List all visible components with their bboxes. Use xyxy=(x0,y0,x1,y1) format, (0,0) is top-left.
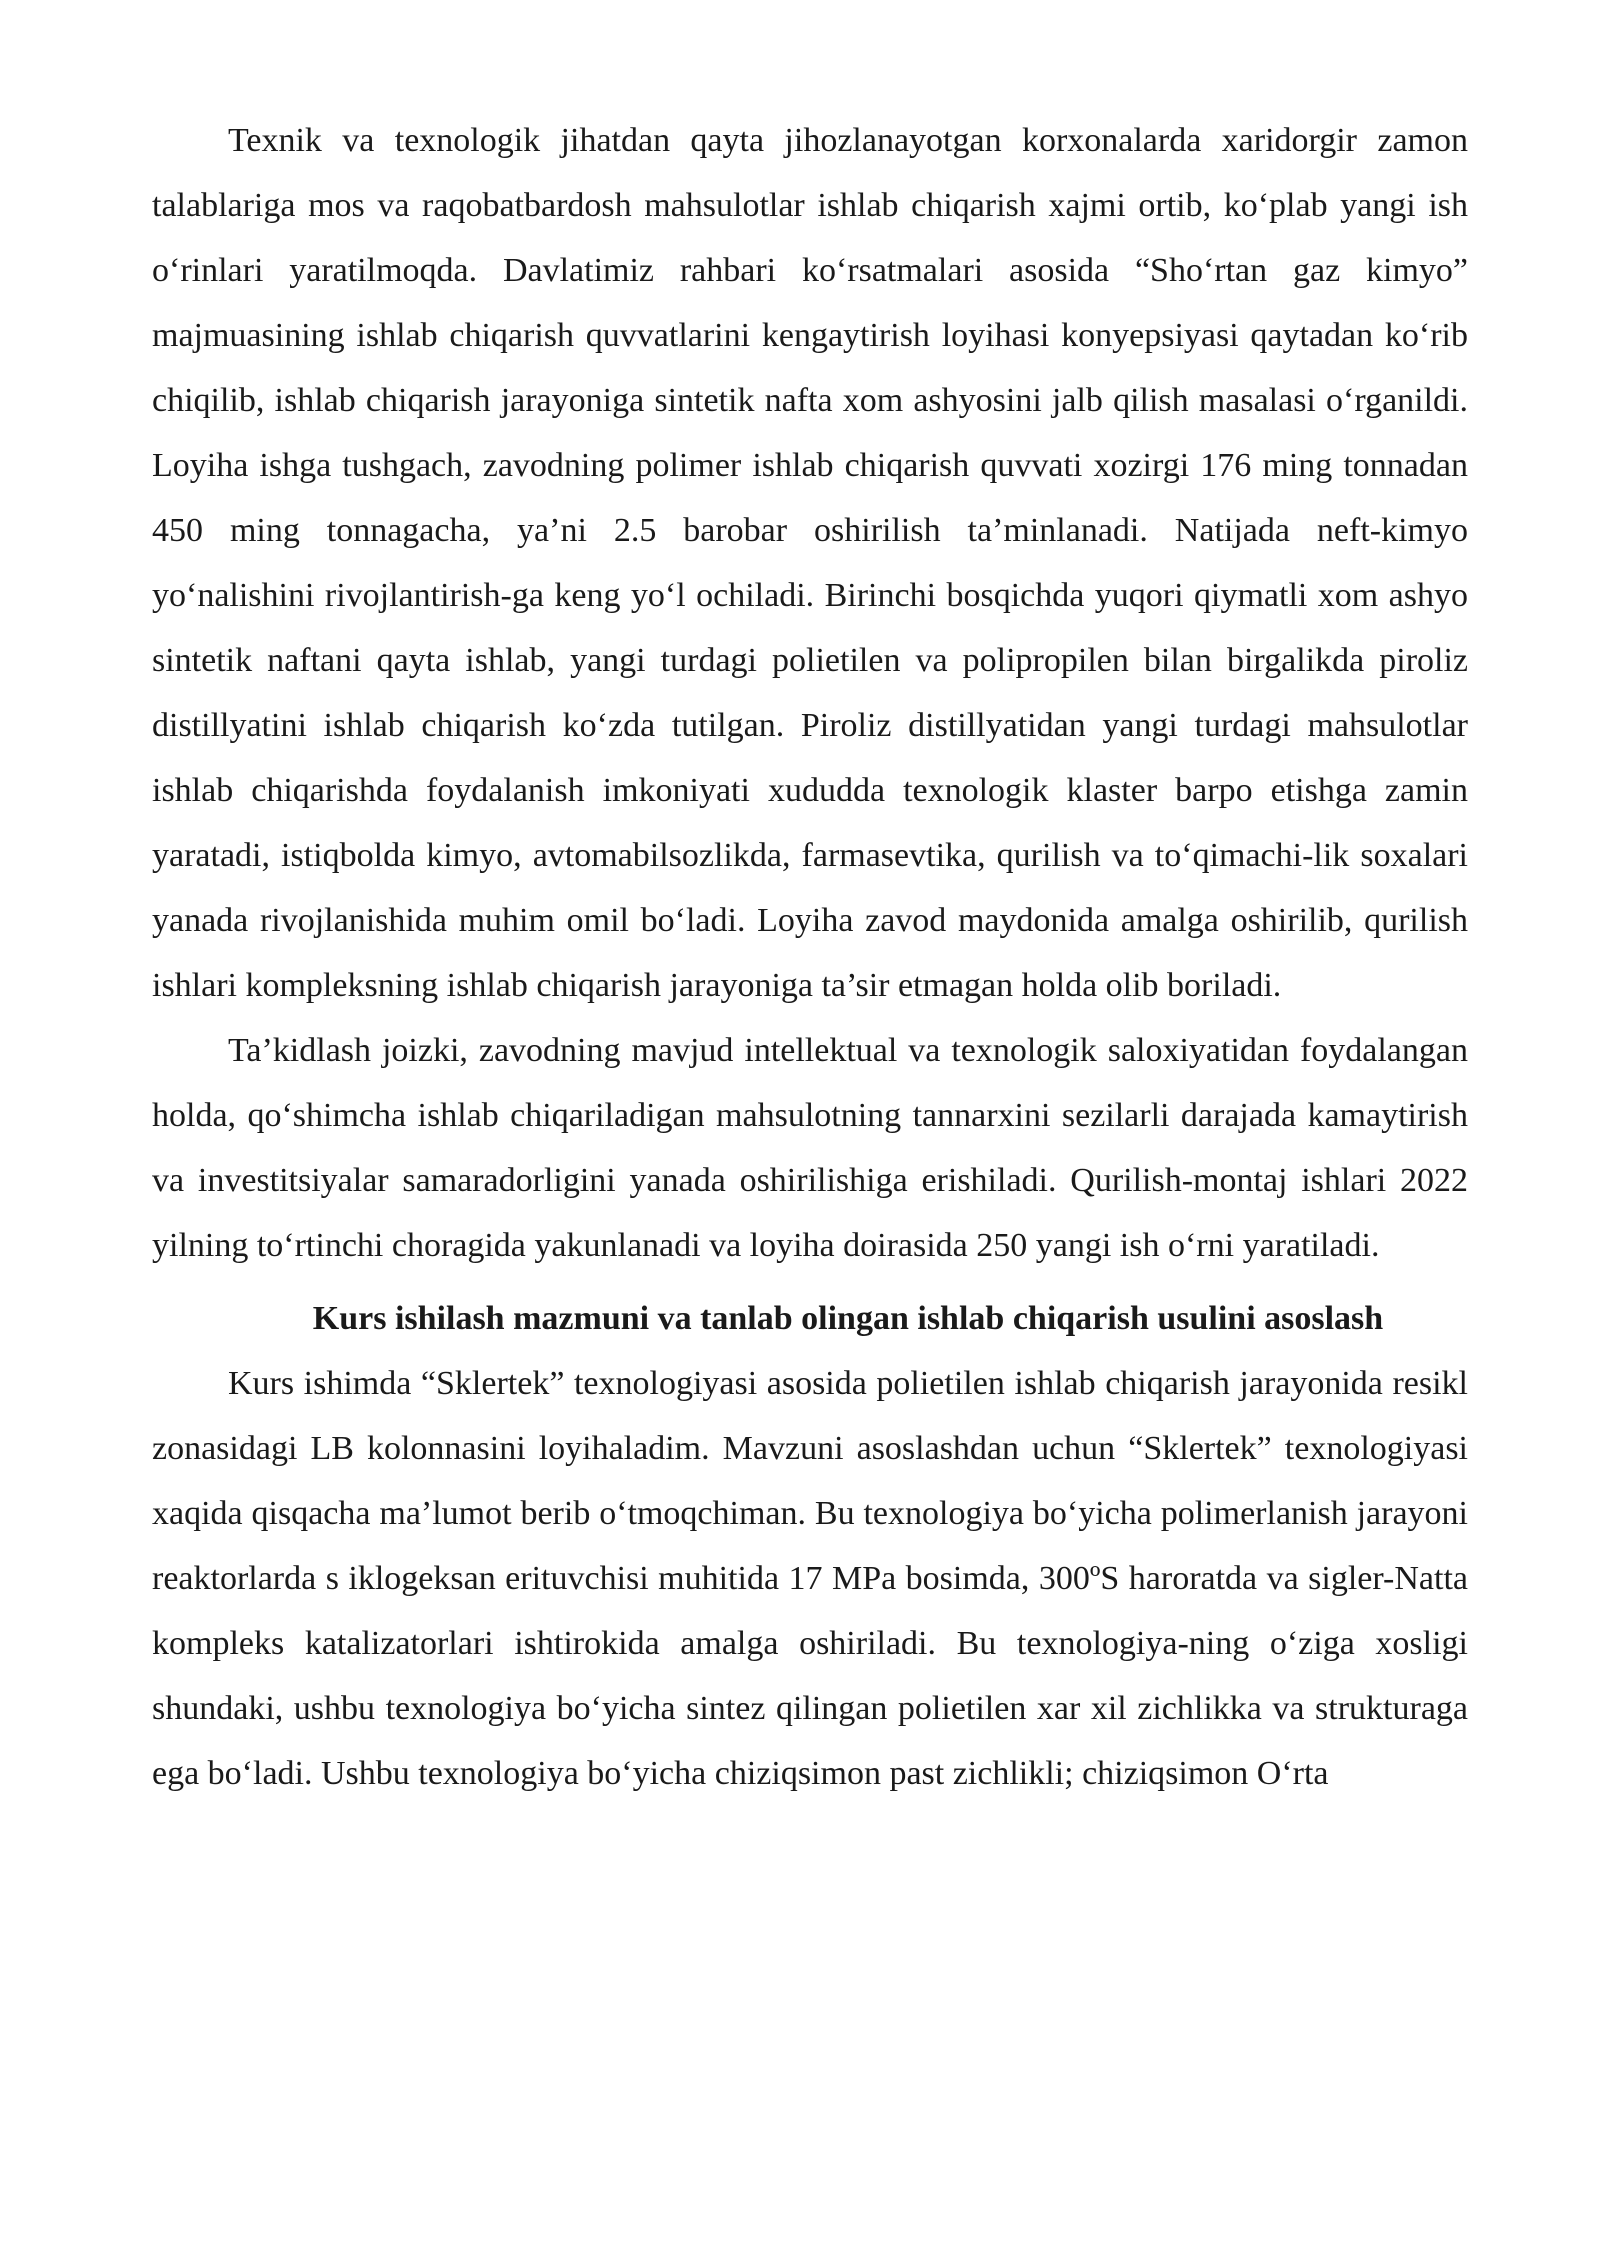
body-paragraph: Texnik va texnologik jihatdan qayta jihozlanayotgan korxonalarda xaridorgir zamon talablariga mos va raqobatbardosh mahsulotlar ishlab chiqarish xajmi ortib, koʻplab yangi ish oʻrinlari yaratilmoqda. Davlatimiz rahbari koʻrsatmalari asosida “Shoʻrtan gaz kimyo” majmuasining ishlab chiqarish quvvatlarini kengaytirish loyihasi konyepsiyasi qaytadan koʻrib chiqilib, ishlab chiqarish jarayoniga sintetik nafta xom ashyosini jalb qilish masalasi oʻrganildi. Loyiha ishga tushgach, zavodning polimer ishlab chiqarish quvvati xozirgi 176 ming tonnadan 450 ming tonnagacha, ya’ni 2.5 barobar oshirilish ta’minlanadi. Natijada neft-kimyo yoʻnalishini rivojlantirish-ga keng yoʻl ochiladi. Birinchi bosqichda yuqori qiymatli xom ashyo sintetik naftani qayta ishlab, yangi turdagi polietilen va polipropilen bilan birgalikda piroliz distillyatini ishlab chiqarish koʻzda tutilgan. Piroliz distillyatidan yangi turdagi mahsulotlar ishlab chiqarishda foydalanish imkoniyati xududda texnologik klaster barpo etishga zamin yaratadi, istiqbolda kimyo, avtomabilsozlikda, farmasevtika, qurilish va toʻqimachi-lik soxalari yanada rivojlanishida muhim omil boʻladi. Loyiha zavod maydonida amalga oshirilib, qurilish ishlari kompleksning ishlab chiqarish jarayoniga ta’sir etmagan holda olib boriladi. xyxy=(152,122,1468,1004)
body-paragraph: Ta’kidlash joizki, zavodning mavjud intellektual va texnologik saloxiyatidan foydalangan holda, qoʻshimcha ishlab chiqariladigan mahsulotning tannarxini sezilarli darajada kamaytirish va investitsiyalar samaradorligini yanada oshirilishiga erishiladi. Qurilish-montaj ishlari 2022 yilning toʻrtinchi choragida yakunlanadi va loyiha doirasida 250 yangi ish oʻrni yaratiladi. xyxy=(152,1032,1468,1264)
section-heading: Kurs ishilash mazmuni va tanlab olingan ishlab chiqarish usulini asoslash xyxy=(312,1300,1384,1337)
document-page xyxy=(152,108,1468,1806)
body-paragraph: Kurs ishimda “Sklertek” texnologiyasi asosida polietilen ishlab chiqarish jarayonida resikl zonasidagi LB kolonnasini loyihaladim. Mavzuni asoslashdan uchun “Sklertek” texnologiyasi xaqida qisqacha ma’lumot berib oʻtmoqchiman. Bu texnologiya boʻyicha polimerlanish jarayoni reaktorlarda s iklogeksan erituvchisi muhitida 17 MPa bosimda, 300ºS haroratda va sigler-Natta kompleks katalizatorlari ishtirokida amalga oshiriladi. Bu texnologiya-ning oʻziga xosligi shundaki, ushbu texnologiya boʻyicha sintez qilingan polietilen xar xil zichlikka va strukturaga ega boʻladi. Ushbu texnologiya boʻyicha chiziqsimon past zichlikli; chiziqsimon Oʻrta xyxy=(152,1365,1468,1792)
